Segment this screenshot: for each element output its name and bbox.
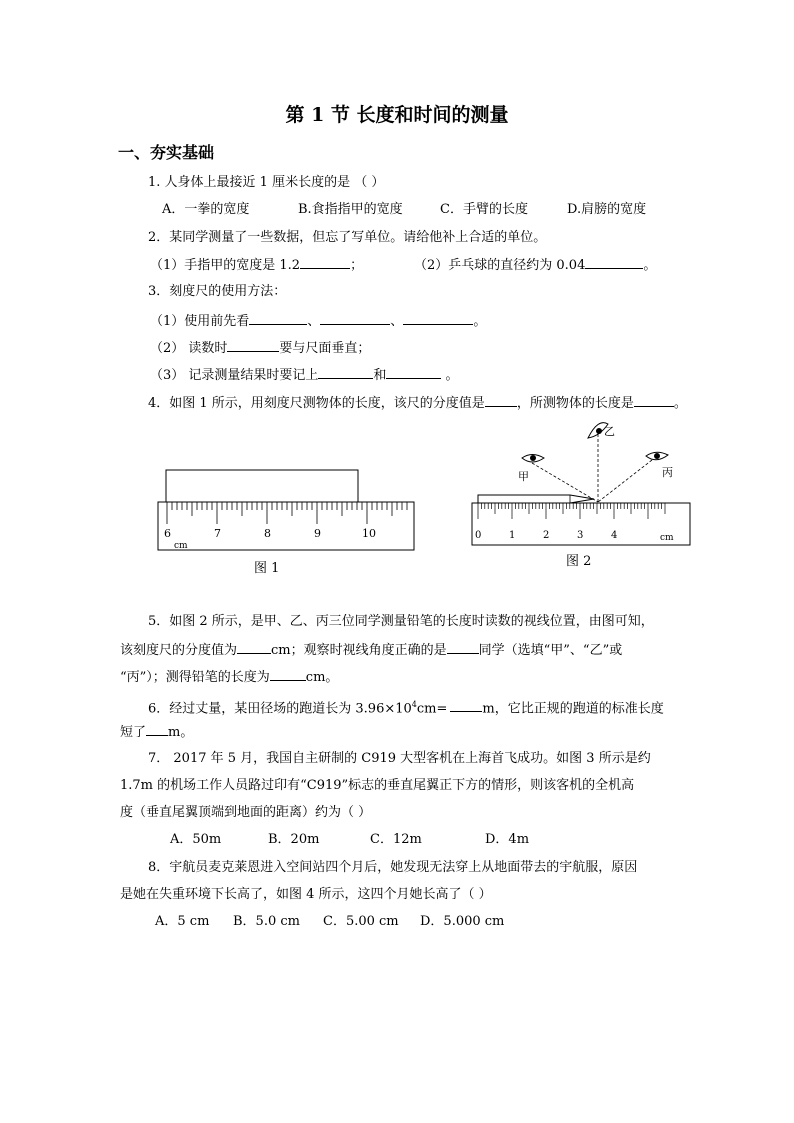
- separator: 、: [390, 314, 404, 329]
- answer-blank[interactable]: [318, 366, 373, 379]
- ruler-tick-label: 3: [577, 530, 584, 541]
- eye-label-yi: 乙: [604, 425, 615, 438]
- answer-blank[interactable]: [403, 312, 473, 325]
- figure-2-ruler: [470, 418, 695, 548]
- q8-option-a: A．5 cm: [155, 914, 210, 929]
- answer-blank[interactable]: [386, 366, 441, 379]
- q2-part2-end: 。: [643, 258, 657, 273]
- q3-step3-text: （3） 记录测量结果时要记上: [150, 368, 319, 383]
- q1-option-d: D.肩膀的宽度: [567, 202, 647, 217]
- q5-text-3: 同学（选填“甲”、“乙”或: [478, 643, 623, 658]
- page-title: 第 1 节 长度和时间的测量: [285, 104, 509, 126]
- q7-line-1: 7． 2017 年 5 月，我国自主研制的 C919 大型客机在上海首飞成功。如图 3 所示是约: [148, 751, 651, 766]
- eye-label-jia: 甲: [518, 470, 529, 483]
- q5-text-4: “丙”）；测得铅笔的长度为: [120, 670, 270, 685]
- q3-step2: [150, 339, 370, 358]
- figure-1-ruler: [150, 465, 430, 555]
- pencil: [478, 495, 594, 503]
- q1-option-b: B.食指指甲的宽度: [298, 202, 403, 217]
- q6-line-2: [120, 723, 193, 742]
- exponent: 4: [411, 700, 417, 709]
- conjunction: 和: [373, 368, 387, 383]
- q3-step2-end: 要与尺面垂直；: [279, 341, 371, 356]
- q8-option-d: D．5.000 cm: [420, 914, 505, 929]
- q1-stem: 1. 人身体上最接近 1 厘米长度的是 （ ）: [148, 175, 385, 190]
- q7-line-3: 度（垂直尾翼顶端到地面的距离）约为（ ）: [120, 805, 372, 820]
- sentence-end: 。: [673, 396, 687, 411]
- q8-option-b: B．5.0 cm: [233, 914, 300, 929]
- eye-icon: [646, 452, 668, 460]
- q2-part2: [414, 256, 656, 275]
- sentence-end: 。: [473, 314, 487, 329]
- q5-text-5: cm。: [305, 670, 339, 685]
- q3-step2-text: （2） 读数时: [150, 341, 228, 356]
- answer-blank[interactable]: [300, 256, 350, 269]
- q7-option-a: A．50m: [170, 832, 222, 847]
- q3-stem: 3．刻度尺的使用方法：: [148, 284, 287, 299]
- ruler-unit-label: cm: [174, 541, 188, 551]
- answer-blank[interactable]: [237, 641, 271, 654]
- sight-line-bing: [598, 460, 652, 502]
- q6-unit: cm=: [416, 701, 448, 717]
- q6-text-3: 短了: [120, 725, 147, 740]
- ruler-unit-label: cm: [660, 533, 674, 543]
- q5-line-3: [120, 668, 338, 687]
- answer-blank[interactable]: [146, 723, 168, 736]
- q5-line-2: [120, 641, 622, 660]
- q8-line-2: 是她在失重环境下长高了，如图 4 所示，这四个月她长高了（ ）: [120, 887, 492, 902]
- q2-part1: [150, 256, 363, 275]
- answer-blank[interactable]: [485, 394, 517, 407]
- q3-step1-text: （1）使用前先看: [150, 314, 250, 329]
- ruler-tick-label: 8: [264, 527, 271, 540]
- q8-option-c: C．5.00 cm: [323, 914, 399, 929]
- ruler-tick-label: 7: [214, 527, 221, 540]
- eye-icon: [522, 455, 544, 463]
- answer-blank[interactable]: [447, 641, 479, 654]
- q5-line-1: 5．如图 2 所示，是甲、乙、丙三位同学测量铅笔的长度时读数的视线位置，由图可知，: [148, 614, 654, 629]
- sentence-end: 。: [441, 368, 459, 383]
- answer-blank[interactable]: [320, 312, 390, 325]
- q5-text: 该刻度尺的分度值为: [120, 643, 238, 658]
- q6-text: 6．经过丈量，某田径场的跑道长为 3.96×10: [148, 701, 412, 717]
- ruler-tick-label: 0: [475, 530, 482, 541]
- ruler-tick-label: 6: [164, 527, 171, 540]
- answer-blank[interactable]: [450, 699, 482, 712]
- ruler-tick-label: 9: [314, 527, 321, 540]
- q7-option-c: C．12m: [370, 832, 422, 847]
- ruler-tick-label: 10: [362, 527, 376, 540]
- figure-1-caption: 图 1: [254, 561, 280, 576]
- q6-text-2: m，它比正规的跑道的标准长度: [482, 701, 664, 717]
- q8-line-1: 8．宇航员麦克莱恩进入空间站四个月后，她发现无法穿上从地面带去的宇航服，原因: [148, 860, 638, 875]
- q4-stem: [148, 394, 687, 413]
- q1-option-c: C．手臂的长度: [440, 202, 528, 217]
- q7-line-2: 1.7m 的机场工作人员路过印有“C919”标志的垂直尾翼正下方的情形，则该客机的全机高: [120, 778, 635, 793]
- answer-blank[interactable]: [585, 256, 643, 269]
- q2-part2-text: （2）乒乓球的直径约为 0.04: [414, 258, 586, 273]
- section-heading: 一、夯实基础: [118, 143, 215, 162]
- q2-stem: 2．某同学测量了一些数据，但忘了写单位。请给他补上合适的单位。: [148, 230, 547, 245]
- eye-label-bing: 丙: [662, 466, 673, 479]
- q2-part1-end: ；: [350, 258, 364, 273]
- q2-part1-text: （1）手指甲的宽度是 1.2: [150, 258, 301, 273]
- answer-blank[interactable]: [634, 394, 674, 407]
- ruler-body: [158, 502, 414, 550]
- q5-text-2: cm；观察时视线角度正确的是: [271, 643, 447, 658]
- q7-option-b: B．20m: [268, 832, 320, 847]
- separator: 、: [307, 314, 321, 329]
- q6-text-4: m。: [168, 725, 194, 740]
- measured-block: [166, 470, 358, 502]
- q6-line-1: [148, 696, 664, 718]
- figure-2-caption: 图 2: [566, 554, 592, 569]
- q4-text: 4．如图 1 所示，用刻度尺测物体的长度，该尺的分度值是: [148, 396, 485, 411]
- ruler-tick-label: 1: [509, 530, 516, 541]
- ruler-tick-label: 4: [611, 530, 618, 541]
- q1-option-a: A．一拳的宽度: [162, 202, 250, 217]
- ruler-tick-label: 2: [543, 530, 550, 541]
- answer-blank[interactable]: [227, 339, 279, 352]
- answer-blank[interactable]: [270, 668, 306, 681]
- q3-step1: [150, 312, 486, 331]
- q7-option-d: D．4m: [485, 832, 530, 847]
- answer-blank[interactable]: [249, 312, 307, 325]
- q3-step3: [150, 366, 459, 385]
- q4-text-2: ，所测物体的长度是: [516, 396, 634, 411]
